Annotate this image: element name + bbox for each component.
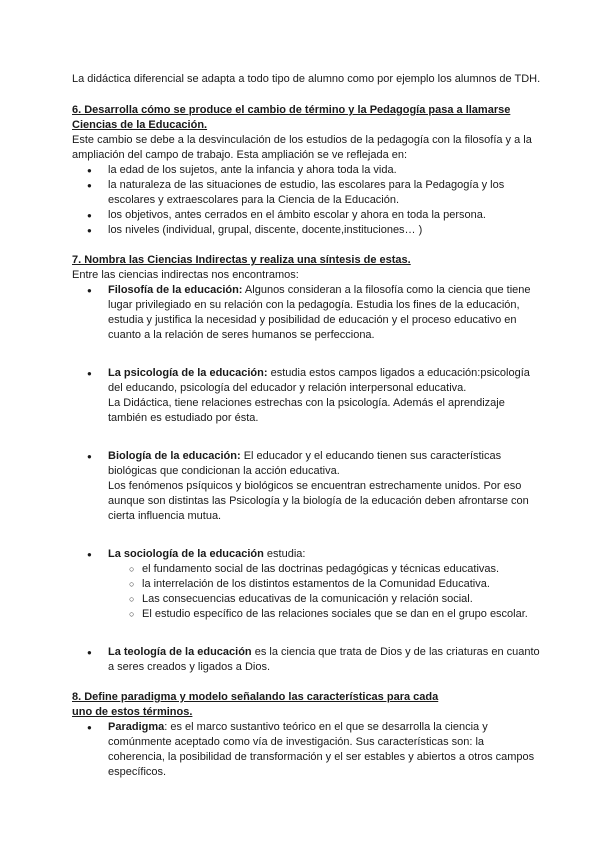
document-page <box>72 72 542 780</box>
sublist-item: ○ Las consecuencias educativas de la comunicación y relación social. <box>72 592 542 607</box>
section-7-list <box>72 283 542 343</box>
list-item: ● los niveles (individual, grupal, discente, docente,instituciones… ) <box>72 223 542 238</box>
section-6-heading: 6. Desarrolla cómo se produce el cambio de término y la Pedagogía pasa a llamarse Ciencias de la Educación. <box>72 104 511 131</box>
section-7-heading: 7. Nombra las Ciencias Indirectas y realiza una síntesis de estas. <box>72 254 411 266</box>
psicologia-text: estudia estos campos ligados a educación:psicología del educando, psicología del educador y relación interpersonal educativa. <box>108 367 530 394</box>
section-8-heading-line-2: uno de estos términos. <box>72 706 193 718</box>
intro-paragraph: La didáctica diferencial se adapta a todo tipo de alumno como por ejemplo los alumnos de TDH. <box>72 73 541 85</box>
list-item: ● la naturaleza de las situaciones de estudio, las escolares para la Pedagogía y los escolares y extraescolares para la Ciencia de la Educación. <box>72 178 542 208</box>
list-item-paradigma <box>72 720 542 780</box>
sublist-item: ○ El estudio específico de las relaciones sociales que se dan en el grupo escolar. <box>72 607 542 622</box>
section-8-heading <box>72 690 542 720</box>
filosofia-text: Algunos consideran a la filosofía como la ciencia que tiene lugar privilegiado en su relación con la pedagogía. Estudia los fines de la educación, estudia y justifica la necesidad y posibilidad de educación y el proceso educativo en cuanto a la relación de seres humanos se perfecciona. <box>108 284 531 341</box>
list-item-filosofia <box>72 283 542 343</box>
biologia-title: Biología de la educación: <box>108 450 241 462</box>
teologia-title: La teología de la educación <box>108 646 252 658</box>
psicologia-title: La psicología de la educación: <box>108 367 268 379</box>
section-6-text: Este cambio se debe a la desvinculación de los estudios de la pedagogía con la filosofía y a la ampliación del campo de trabajo. Esta ampliación se ve reflejada en: <box>72 134 532 161</box>
list-item: ● la edad de los sujetos, ante la infancia y ahora toda la vida. <box>72 163 542 178</box>
section-8-heading-line-1: 8. Define paradigma y modelo señalando las características para cada <box>72 691 439 703</box>
sociologia-text: estudia: <box>263 548 306 560</box>
list-item-teologia <box>72 645 542 675</box>
paradigma-title: Paradigma <box>108 721 165 733</box>
section-7-text: Entre las ciencias indirectas nos encontramos: <box>72 269 299 281</box>
filosofia-title: Filosofía de la educación: <box>108 284 243 296</box>
paradigma-text: : es el marco sustantivo teórico en el que se desarrolla la ciencia y comúnmente aceptado como vía de investigación. Sus características son: la coherencia, la posibilidad de transformación y el ser estables y abiertos a otros campos específicos. <box>108 721 535 778</box>
sublist-item: ○ el fundamento social de las doctrinas pedagógicas y técnicas educativas. <box>72 562 542 577</box>
sociologia-title: La sociología de la educación <box>108 548 264 560</box>
biologia-text: El educador y el educando tienen sus características biológicas que condicionan la acción educativa. <box>108 450 502 477</box>
list-item-sociologia <box>72 547 542 562</box>
biologia-text-2: Los fenómenos psíquicos y biológicos se encuentran estrechamente unidos. Por eso aunque son distintas las Psicología y la biología de la educación deben afrontarse con cierta influencia mutua. <box>108 480 529 522</box>
teologia-text: es la ciencia que trata de Dios y de las criaturas en cuanto a seres creados y ligados a Dios. <box>108 646 540 673</box>
list-item-biologia <box>72 449 542 524</box>
section-6-list <box>72 163 542 238</box>
sociologia-sublist <box>72 562 542 622</box>
psicologia-text-2: La Didáctica, tiene relaciones estrechas con la psicología. Además el aprendizaje también es estudiado por ésta. <box>108 397 505 424</box>
list-item-psicologia <box>72 366 542 426</box>
sublist-item: ○ la interrelación de los distintos estamentos de la Comunidad Educativa. <box>72 577 542 592</box>
list-item: ● los objetivos, antes cerrados en el ámbito escolar y ahora en toda la persona. <box>72 208 542 223</box>
